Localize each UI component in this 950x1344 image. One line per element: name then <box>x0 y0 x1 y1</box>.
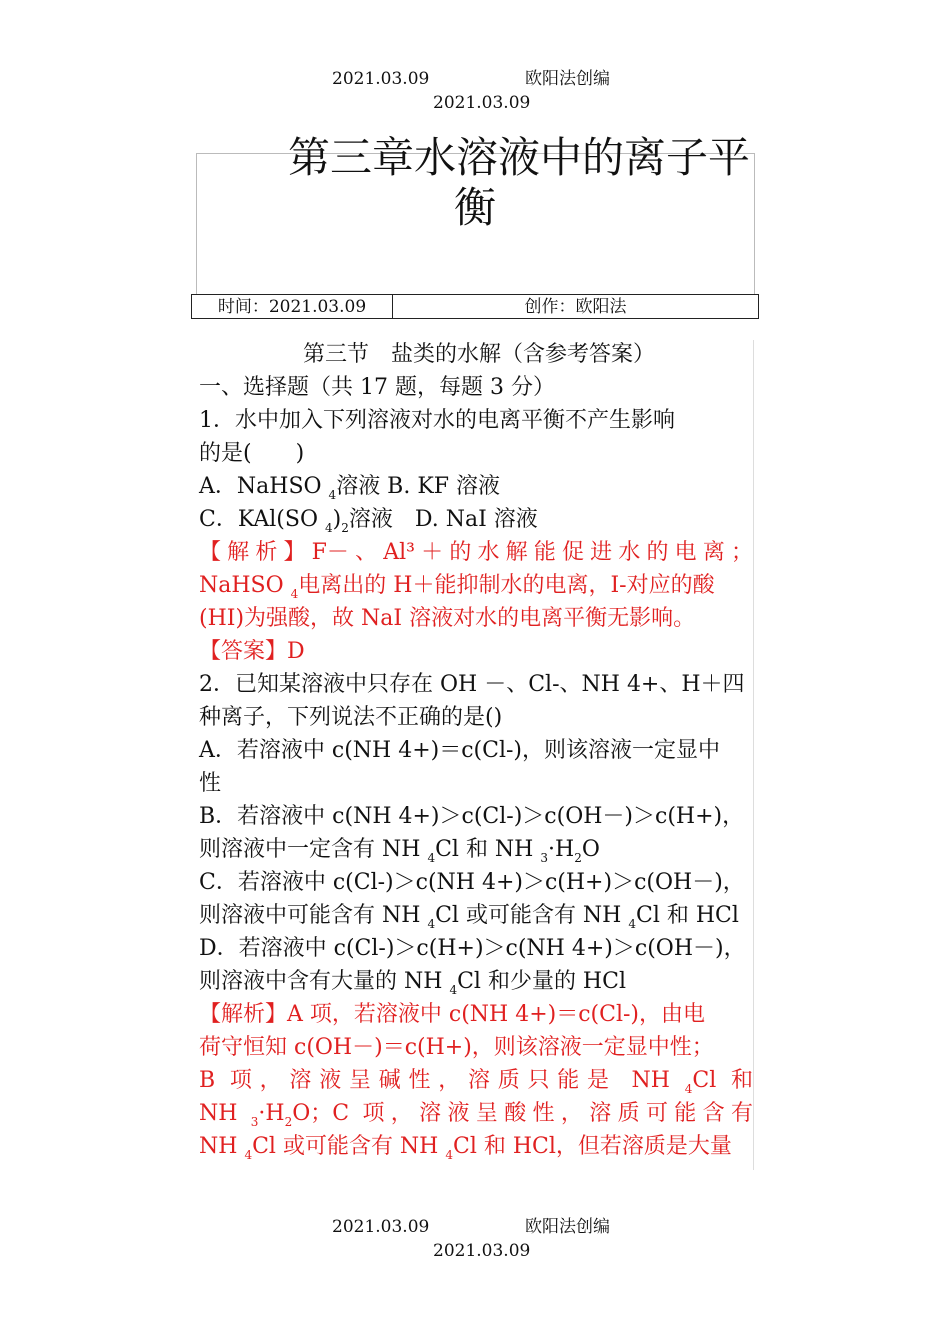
q1-stem-line2: 的是( ) <box>199 441 305 466</box>
q1-a-text: A．NaHSO <box>199 474 329 499</box>
q2-option-a-line1: A．若溶液中 c(NH 4+)＝c(Cl-)，则该溶液一定显中 <box>199 738 721 763</box>
q2-ana4-post: O；C 项，溶液呈酸性，溶质可能含有 <box>292 1101 753 1126</box>
q2-ana4-mid: ·H <box>258 1101 285 1126</box>
q2-option-b-line2 <box>199 833 753 866</box>
q2-option-b-line1: B．若溶液中 c(NH 4+)＞c(Cl-)＞c(OH－)＞c(H+)， <box>199 804 745 829</box>
chapter-title-line2: 衡 <box>454 183 497 232</box>
q1-ab-text: 溶液 B. KF 溶液 <box>336 474 501 499</box>
q2-option-d-line1: D．若溶液中 c(Cl-)＞c(H+)＞c(NH 4+)＞c(OH－)， <box>199 936 746 961</box>
q2-analysis-line3 <box>199 1064 753 1097</box>
q2-option-c-line2 <box>199 899 753 932</box>
q1-analysis-line3: (HI)为强酸，故 NaI 溶液对水的电离平衡无影响。 <box>199 606 696 631</box>
q2-b2-s1: 4 <box>427 851 436 865</box>
q2-b2-mid2: ·H <box>548 837 575 862</box>
q2-stem-line1: 2．已知某溶液中只存在 OH －、Cl-、NH 4+、H＋四 <box>199 672 745 697</box>
q2-ana5-post: Cl 和 HCl，但若溶质是大量 <box>453 1134 732 1159</box>
q1-analysis-line2 <box>199 569 753 602</box>
q2-b2-mid: Cl 和 NH <box>435 837 541 862</box>
footer-author: 欧阳法创编 <box>525 1217 610 1237</box>
q2-analysis-line2: 荷守恒知 c(OH－)＝c(H+)，则该溶液一定显中性； <box>199 1035 714 1060</box>
q1-stem-line1: 1．水中加入下列溶液对水的电离平衡不产生影响 <box>199 408 675 433</box>
q2-ana3-sub: 4 <box>684 1082 693 1096</box>
q2-ana4-pre: NH <box>199 1101 251 1126</box>
footer-date-2: 2021.03.09 <box>433 1241 531 1261</box>
q2-d2-s1: 4 <box>449 983 458 997</box>
section-title: 第三节 盐类的水解（含参考答案） <box>303 342 656 367</box>
header-date-2: 2021.03.09 <box>433 93 531 113</box>
q2-ana4-s1: 3 <box>250 1115 259 1129</box>
q1-cd-text: 溶液 D. NaI 溶液 <box>348 507 538 532</box>
q1-c-sub1: 4 <box>325 521 333 535</box>
q2-option-d-line2 <box>199 965 753 998</box>
q2-option-c-line1: C．若溶液中 c(Cl-)＞c(NH 4+)＞c(H+)＞c(OH－)， <box>199 870 745 895</box>
q2-b2-pre: 则溶液中一定含有 NH <box>199 837 428 862</box>
q1-ana2-sub: 4 <box>290 587 299 601</box>
info-time: 时间：2021.03.09 <box>192 295 393 318</box>
right-margin-rule <box>753 340 754 1170</box>
header-author: 欧阳法创编 <box>525 69 610 89</box>
q2-ana3-pre: B 项，溶液呈碱性，溶质只能是 NH <box>199 1068 685 1093</box>
q1-ana2-post: 电离出的 H＋能抑制水的电离，I-对应的酸 <box>298 573 715 598</box>
q2-b2-s2: 3 <box>540 851 549 865</box>
q1-a-sub: 4 <box>328 488 337 502</box>
q2-c2-s1: 4 <box>427 917 436 931</box>
q2-ana3-post: Cl 和 <box>692 1068 753 1093</box>
q1-answer: 【答案】D <box>199 639 305 664</box>
q2-ana4-s2: 2 <box>284 1115 293 1129</box>
header-date: 2021.03.09 <box>332 69 430 89</box>
q2-c2-pre: 则溶液中可能含有 NH <box>199 903 428 928</box>
q2-analysis-line4 <box>199 1097 753 1130</box>
q2-c2-post: Cl 和 HCl <box>636 903 739 928</box>
q1-analysis-line1: 【解析】F－、Al³＋的水解能促进水的电离； <box>199 540 753 565</box>
q1-c-sub2: 2 <box>341 521 349 535</box>
q2-stem-line2: 种离子，下列说法不正确的是() <box>199 705 503 730</box>
q1-ana2-pre: NaHSO <box>199 573 291 598</box>
q2-ana5-pre: NH <box>199 1134 245 1159</box>
q2-b2-post: O <box>581 837 600 862</box>
q2-c2-s2: 4 <box>628 917 637 931</box>
q2-option-a-line2: 性 <box>199 771 222 796</box>
q2-analysis-line5 <box>199 1130 753 1163</box>
info-bar <box>191 294 759 319</box>
q2-ana5-s1: 4 <box>244 1148 253 1162</box>
q1-c-mid: ) <box>332 507 342 532</box>
q2-b2-s3: 2 <box>574 851 582 865</box>
q1-c-text: C．KAl(SO <box>199 507 325 532</box>
q2-ana5-s2: 4 <box>445 1148 454 1162</box>
q1-option-cd <box>199 503 753 536</box>
part-heading: 一、选择题（共 17 题，每题 3 分） <box>199 375 555 400</box>
q2-d2-post: Cl 和少量的 HCl <box>457 969 626 994</box>
chapter-title-line1: 第三章水溶液中的离子平 <box>288 133 751 182</box>
footer-date: 2021.03.09 <box>332 1217 430 1237</box>
document-body <box>199 338 753 1163</box>
q2-c2-mid: Cl 或可能含有 NH <box>435 903 629 928</box>
q2-d2-pre: 则溶液中含有大量的 NH <box>199 969 450 994</box>
q1-option-ab <box>199 470 753 503</box>
q2-ana5-mid: Cl 或可能含有 NH <box>252 1134 446 1159</box>
q2-analysis-line1: 【解析】A 项，若溶液中 c(NH 4+)＝c(Cl-)，由电 <box>199 1002 706 1027</box>
info-creator: 创作：欧阳法 <box>524 297 627 317</box>
